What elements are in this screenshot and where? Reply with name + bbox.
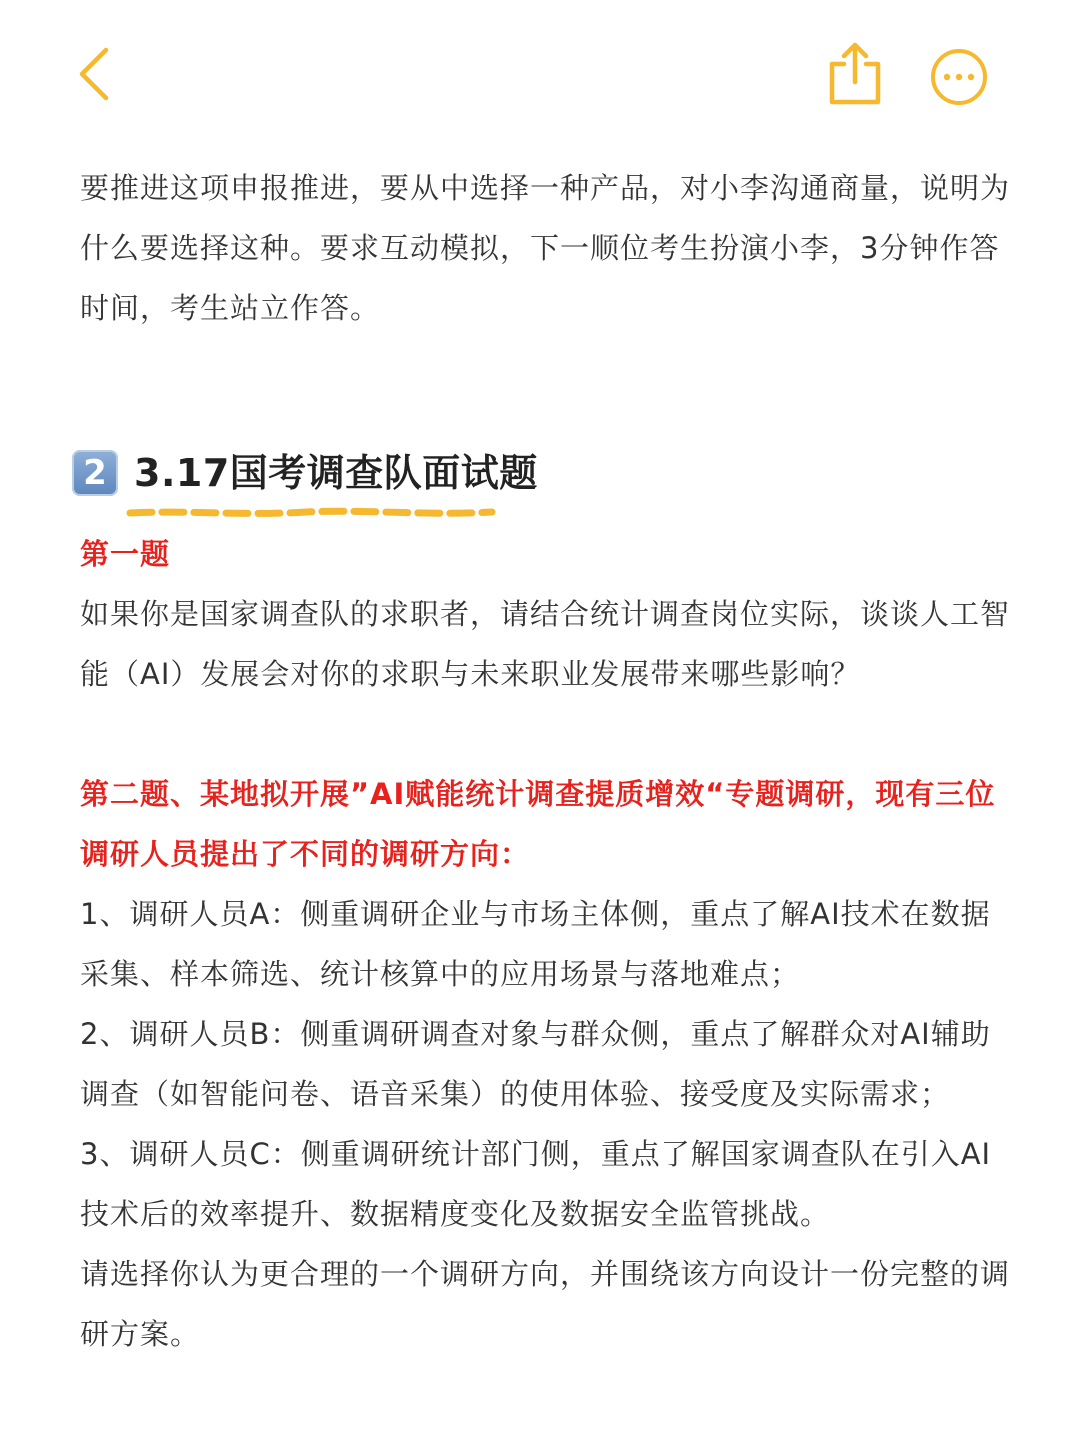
question-2-closing: 请选择你认为更合理的一个调研方向，并围绕该方向设计一份完整的调研方案。 xyxy=(80,1257,1011,1351)
chevron-left-icon[interactable] xyxy=(70,44,120,104)
question-1-title: 第一题 xyxy=(80,537,171,571)
dashed-underline-decoration xyxy=(126,504,496,522)
question-2-item-a: 1、调研人员A：侧重调研企业与市场主体侧，重点了解AI技术在数据采集、样本筛选、统计核算中的应用场景与落地难点； xyxy=(80,897,991,991)
post-content xyxy=(80,158,1010,1364)
intro-paragraph: 要推进这项申报推进，要从中选择一种产品，对小李沟通商量，说明为什么要选择这种。要求互动模拟，下一顺位考生扮演小李，3分钟作答时间，考生站立作答。 xyxy=(80,171,1011,325)
number-badge xyxy=(72,450,118,496)
number-badge-label: 2 xyxy=(83,453,107,493)
question-1-body: 如果你是国家调查队的求职者，请结合统计调查岗位实际，谈谈人工智能（AI）发展会对你的求职与未来职业发展带来哪些影响？ xyxy=(80,597,1011,691)
question-2-title: 第二题、某地拟开展”AI赋能统计调查提质增效“专题调研，现有三位调研人员提出了不同的调研方向： xyxy=(80,777,996,871)
top-toolbar xyxy=(0,0,1080,150)
section-title: 3.17国考调查队面试题 xyxy=(134,451,538,495)
section-heading xyxy=(72,444,1010,524)
question-2-item-c: 3、调研人员C：侧重调研统计部门侧，重点了解国家调查队在引入AI技术后的效率提升、数据精度变化及数据安全监管挑战。 xyxy=(80,1137,992,1231)
more-options-icon[interactable] xyxy=(928,46,990,108)
question-2-item-b: 2、调研人员B：侧重调研调查对象与群众侧，重点了解群众对AI辅助调查（如智能问卷、语音采集）的使用体验、接受度及实际需求； xyxy=(80,1017,991,1111)
share-icon[interactable] xyxy=(826,40,884,106)
